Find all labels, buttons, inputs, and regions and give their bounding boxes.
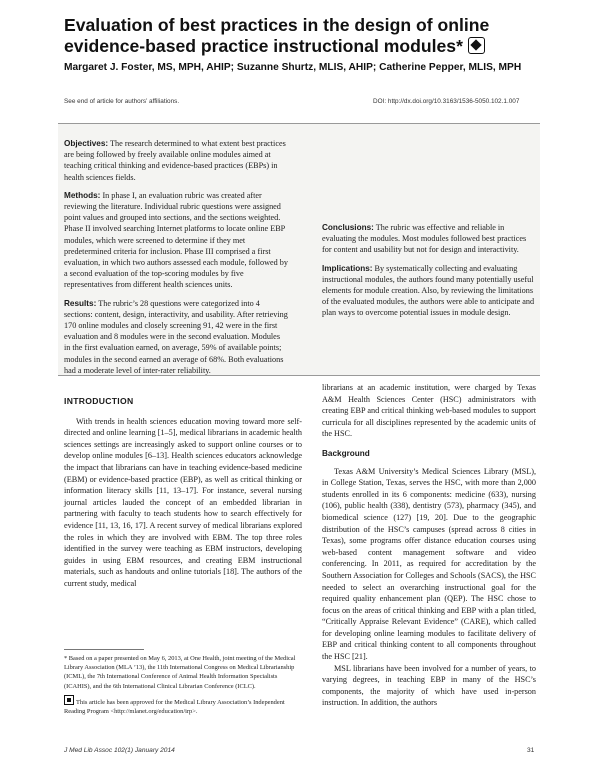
body-left-column xyxy=(64,396,302,590)
conclusions-label: Conclusions: xyxy=(322,223,374,232)
introduction-paragraph-1: With trends in health sciences education moving toward more self-directed and online learning [1–5], medical librarians in academic health sciences settings are increasingly asked to support online courses or to develop online modules [6–13]. Health sciences educators acknowledge the impact that librarians can have in teaching evidence-based medicine (EBM) or evidence-based practice (EBP), as well as critical thinking or information literacy skills [11, 13–17]. For instance, several nursing journal articles lauded the concept of an embedded librarian in partnering with faculty to teach students how to search effectively for evidence [11, 13, 16, 17]. A recent survey of medical librarians explored the roles in which they are involved with EBM. The top three roles identified in the survey were teaching as EBM instructors, developing guides in using EBM resources, and creating EBM instructional materials, such as handouts and online tutorials [18]. The authors of the current study, medical xyxy=(64,416,302,588)
footnote-divider xyxy=(64,649,144,650)
abstract-methods xyxy=(64,190,288,291)
body-right-column xyxy=(322,382,536,709)
methods-text: In phase I, an evaluation rubric was created after reviewing the literature. Individual rubric questions were assigned point values and grouped into sections, and the sections weighted. Phase II involved searching Internet platforms to locate online EBP modules, which were screened to determine if they met predetermined criteria for inclusion. Phase III comprised a first evaluation, in which two authors assessed each module, followed by a second evaluation of the top-scoring modules by five representatives from different health sciences units. xyxy=(64,190,288,290)
objectives-label: Objectives: xyxy=(64,139,109,148)
author-list: Margaret J. Foster, MS, MPH, AHIP; Suzanne Shurtz, MLIS, AHIP; Catherine Pepper, MLIS, MPH xyxy=(64,62,522,73)
irp-badge-icon xyxy=(468,37,485,54)
results-label: Results: xyxy=(64,298,97,308)
abstract-right-column xyxy=(322,222,536,326)
footnote-irp-text: This article has been approved for the Medical Library Association’s Independent Reading Program <http://mlanet.org/education/irp>. xyxy=(64,698,285,716)
introduction-heading: INTRODUCTION xyxy=(64,396,134,406)
background-paragraph-2: MSL librarians have been involved for a number of years, to varying degrees, in teaching EBP in many of the HSC’s components, the majority of which have used in-person instruction. In addition, the authors xyxy=(322,663,536,708)
objectives-text: The research determined to what extent best practices are being followed by freely available online modules aimed at teaching critical thinking and evidence-based practices (EBPs) in health sciences fields. xyxy=(64,139,286,182)
abstract-left-column xyxy=(64,138,288,383)
background-paragraph-1: Texas A&M University’s Medical Sciences Library (MSL), in College Station, Texas, serves the HSC, with more than 2,000 students enrolled in its 6 components: medicine (633), nursing (106), public health (338), dentistry (573), pharmacy (345), and biomedical science (127) [19, 20]. Due to the geographic distribution of the HSC’s campuses (spread across 8 cities in Texas), some programs offer distance education courses using web-based content management software and video conferencing. In 2011, as required for accreditation by the Southern Association for Colleges and Schools (SACS), the HSC needed to select an overarching instructional goal for the required quality enhancement plan (QEP). The HSC chose to focus on the areas of critical thinking and EBP with a plan titled, “Critically Appraise Relevant Evidence” (CARE), which called for developing online learning modules to facilitate delivery of EBP and critical thinking content to all components throughout the HSC [21]. xyxy=(322,466,537,662)
article-title-text: Evaluation of best practices in the design of online evidence-based practice instructional modules xyxy=(64,15,490,56)
footnote-presentation: * Based on a paper presented on May 6, 2013, at One Health, joint meeting of the Medical Library Association (MLA ’13), the 11th International Congress on Medical Librarianship (ICML), the 7th International Conference of Animal Health Information Specialists (ICAHIS), and the 6th International Clinical Librarian Conference (ICLC). xyxy=(64,655,296,690)
results-text: The rubric’s 28 questions were categorized into 4 sections: content, design, interactivity, and usability. After retrieving 170 online modules and closely screening 91, 42 were in the first evaluation and 8 modules were in the second evaluation. Modules in the first evaluation earned, on average, 59% of available points; modules in the second earned an average of 68%. Both evaluations had a moderate level of inter-rater reliability. xyxy=(64,298,288,375)
footnotes xyxy=(64,654,302,720)
footnote-irp xyxy=(64,695,302,716)
article-title xyxy=(64,15,544,57)
title-footnote-marker: * xyxy=(456,36,463,56)
irp-icon xyxy=(64,695,74,705)
introduction-paragraph-1-continued: librarians at an academic institution, were charged by Texas A&M Health Sciences Center (HSC) administrators with creating EBP and critical thinking web-based modules to support curricula for all disciplines represented by the academic units of the HSC. xyxy=(322,383,536,439)
abstract-conclusions xyxy=(322,222,536,256)
background-heading: Background xyxy=(322,448,370,458)
page-number: 31 xyxy=(527,747,535,754)
implications-text: By systematically collecting and evaluating instructional modules, the authors found many potentially useful elements for module creation. Also, by reviewing the limitations of the evaluated modules, the authors were able to anticipate and plan ways to overcome potential issues in module design. xyxy=(322,263,535,318)
conclusions-text: The rubric was effective and reliable in evaluating the modules. Most modules followed best practices for content and usability but not for design and interactivity. xyxy=(322,223,527,255)
doi-link[interactable]: DOI: http://dx.doi.org/10.3163/1536-5050.102.1.007 xyxy=(373,98,520,105)
methods-label: Methods: xyxy=(64,190,101,200)
abstract-objectives xyxy=(64,138,288,183)
affiliation-note: See end of article for authors’ affiliations. xyxy=(64,98,180,105)
journal-citation: J Med Lib Assoc 102(1) January 2014 xyxy=(64,747,175,754)
abstract-implications xyxy=(322,263,536,319)
implications-label: Implications: xyxy=(322,263,373,273)
abstract-results xyxy=(64,298,288,376)
